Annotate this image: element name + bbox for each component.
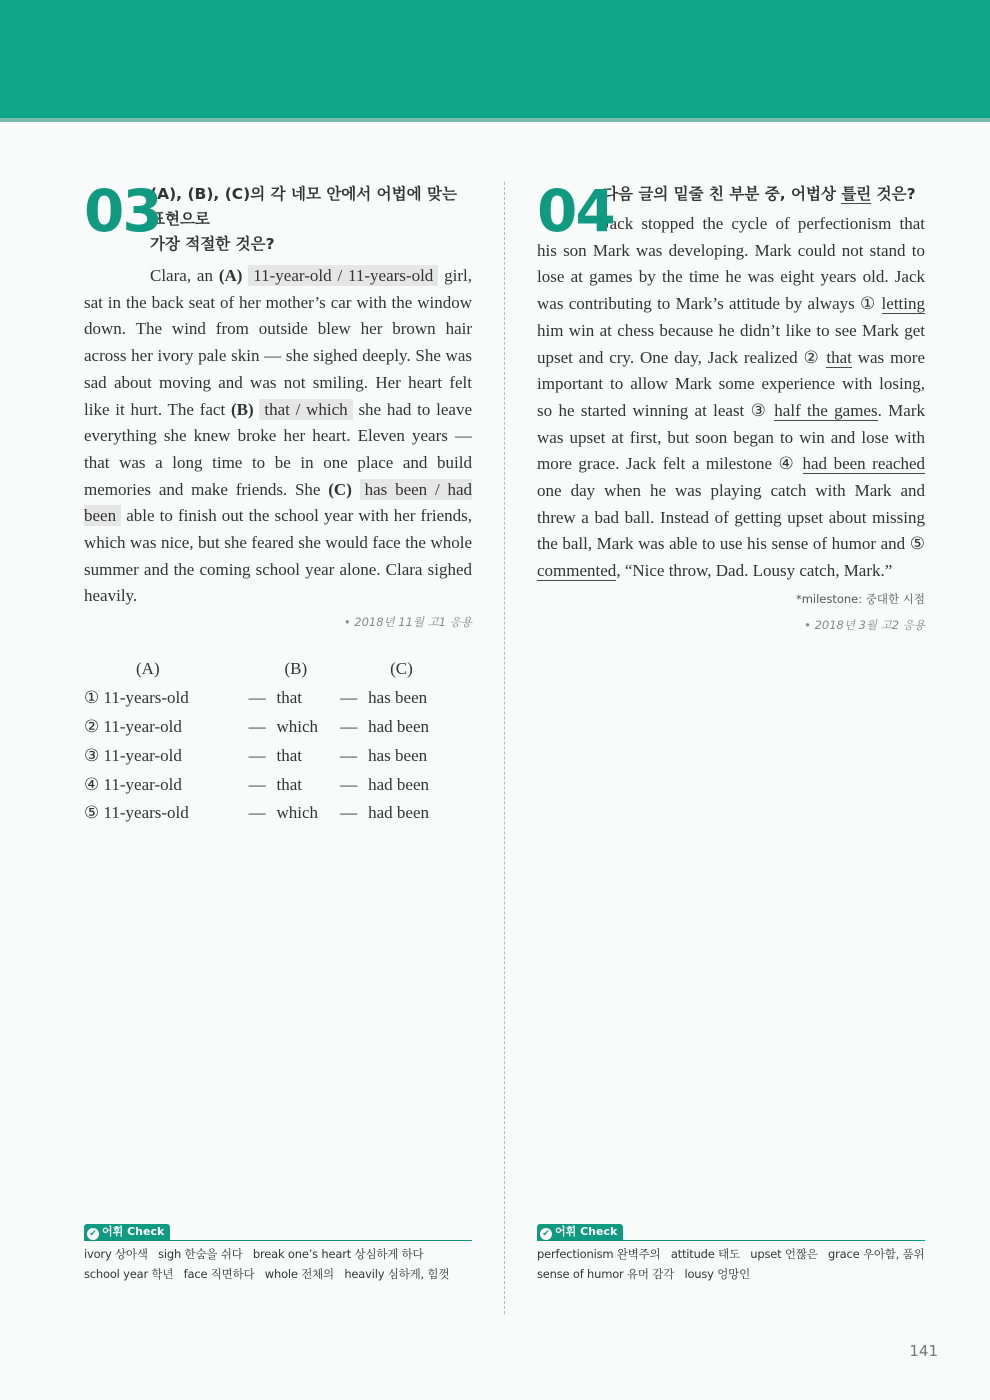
- option-number: ④: [84, 774, 100, 794]
- option-c: had been: [368, 717, 430, 737]
- dash: —: [340, 688, 358, 708]
- answer-option-4[interactable]: [84, 770, 472, 799]
- vocab-line: ivory 상아색 sigh 한숨을 쉬다 break one’s heart 상심하게 하다: [84, 1247, 424, 1261]
- check-icon: ✔: [540, 1228, 552, 1240]
- option-number: ③: [84, 745, 100, 765]
- dash: —: [248, 688, 266, 708]
- question-heading: [603, 182, 925, 207]
- heading-text: 다음 글의 밑줄 친 부분 중, 어법상: [603, 185, 842, 203]
- underlined-2[interactable]: that: [826, 347, 852, 367]
- underlined-1[interactable]: letting: [881, 294, 925, 314]
- answer-option-3[interactable]: [84, 742, 472, 771]
- heading-underlined-word: 틀린: [841, 185, 872, 203]
- option-b: which: [276, 803, 319, 823]
- question-03: [84, 177, 473, 828]
- option-a: 11-years-old: [103, 803, 189, 823]
- passage-text: girl, sat in the back seat of her mother’s car with the window down. The wind from outside blew her brown hair across her ivory pale skin — she sighed deeply. She was sad about moving and was not smiling. Her heart felt like it hurt. The fact: [84, 266, 473, 419]
- question-number: 04: [537, 177, 614, 245]
- passage-text: Clara, an: [150, 266, 219, 285]
- option-number: ⑤: [84, 803, 100, 823]
- passage: [84, 263, 472, 610]
- choice-box-a: 11-year-old / 11-years-old: [248, 265, 438, 286]
- marker-5: ⑤: [909, 534, 925, 554]
- question-number: 03: [84, 177, 161, 245]
- passage-text: was more important to allow Mark some experience with losing, so he started winning at least: [537, 347, 925, 420]
- option-c: has been: [368, 688, 428, 708]
- column-divider: [504, 182, 505, 1314]
- heading-line: (A), (B), (C)의 각 네모 안에서 어법에 맞는 표현으로: [150, 185, 457, 228]
- dash: —: [340, 803, 358, 823]
- vocab-list: [537, 1245, 925, 1284]
- passage-text: Jack stopped the cycle of perfectionism that his son Mark was developing. Mark could not stand to lose at games by the time he was eight years old. Jack was contributing to Mark’s attitude by always: [537, 214, 925, 314]
- source-note: • 2018년 3월 고2 응용: [804, 617, 925, 632]
- underlined-5[interactable]: commented: [537, 561, 617, 581]
- option-b: which: [276, 717, 319, 737]
- option-a: 11-years-old: [103, 688, 189, 708]
- option-b: that: [276, 745, 302, 765]
- choices-header: [84, 654, 472, 684]
- check-icon: ✔: [87, 1228, 99, 1240]
- choice-box-c: has been / had been: [84, 479, 472, 526]
- passage-text: one day when he was playing catch with Mark and threw a bad ball. Instead of getting upset about missing the ball, Mark was able to use his sense of humor and: [537, 481, 925, 554]
- marker-1: ①: [860, 294, 877, 314]
- choice-box-b: that / which: [259, 399, 352, 420]
- dash: —: [248, 774, 266, 794]
- vocab-tag: [84, 1224, 170, 1241]
- option-c: had been: [368, 774, 430, 794]
- passage-text: . Mark was upset at first, but soon began to win and lose with more grace. Jack felt a milestone: [537, 400, 925, 474]
- marker-4: ④: [778, 454, 796, 474]
- option-a: 11-year-old: [103, 774, 182, 794]
- vocab-tag-label: 어휘 Check: [555, 1225, 618, 1238]
- option-b: that: [276, 688, 302, 708]
- marker-2: ②: [803, 347, 821, 367]
- option-c: has been: [368, 745, 428, 765]
- passage-text: she had to leave everything she knew broke her heart. Eleven years — that was a long time to be in one place and build memories and make friends. She: [84, 399, 473, 499]
- option-a: 11-year-old: [103, 717, 182, 737]
- vocab-line: perfectionism 완벽주의 attitude 태도 upset 언짢은 grace 우아함, 품위: [537, 1247, 925, 1261]
- dash: —: [340, 717, 358, 737]
- vocab-line: sense of humor 유머 감각 lousy 엉망인: [537, 1266, 750, 1281]
- header-shadow: [0, 118, 990, 122]
- option-c: had been: [368, 803, 430, 823]
- dash: —: [248, 745, 266, 765]
- header-c: (C): [390, 659, 413, 679]
- source-note: • 2018년 11월 고1 응용: [343, 615, 472, 630]
- option-a: 11-year-old: [103, 745, 182, 765]
- header-band: [0, 0, 990, 118]
- heading-line: 가장 적절한 것은?: [150, 235, 275, 253]
- header-a: (A): [136, 659, 160, 679]
- option-b: that: [276, 774, 302, 794]
- question-heading: [150, 182, 472, 257]
- answer-option-5[interactable]: [84, 799, 472, 828]
- answer-option-2[interactable]: [84, 713, 472, 742]
- passage-text: able to finish out the school year with her friends, which was nice, but she feared she would face the whole summer and the coming school year alone. Clara sighed heavily.: [84, 506, 472, 606]
- footnote: *milestone: 중대한 시점: [795, 591, 925, 606]
- label-b: (B): [230, 399, 254, 419]
- vocab-tag-label: 어휘 Check: [102, 1225, 165, 1238]
- vocab-check-03: [84, 1222, 472, 1284]
- option-number: ①: [84, 688, 100, 708]
- answer-option-1[interactable]: [84, 684, 472, 713]
- dash: —: [248, 803, 266, 823]
- passage-text: him win at chess because he didn’t like to see Mark get upset and cry. One day, Jack realized: [537, 320, 925, 367]
- vocab-check-04: [537, 1222, 925, 1284]
- page-number: 141: [909, 1342, 938, 1360]
- underlined-3[interactable]: half the games: [774, 400, 878, 420]
- vocab-list: [84, 1245, 472, 1284]
- dash: —: [340, 774, 358, 794]
- label-a: (A): [218, 266, 243, 285]
- heading-text: 것은?: [871, 185, 916, 203]
- vocab-tag: [537, 1224, 623, 1241]
- header-b: (B): [284, 659, 308, 679]
- answer-choices: [84, 654, 472, 827]
- vocab-line: school year 학년 face 직면하다 whole 전체의 heavily 심하게, 힘껏: [84, 1266, 450, 1281]
- marker-3: ③: [750, 400, 768, 420]
- option-number: ②: [84, 717, 100, 737]
- dash: —: [248, 717, 266, 737]
- passage-text: , “Nice throw, Dad. Lousy catch, Mark.”: [616, 561, 893, 581]
- label-c: (C): [328, 479, 352, 499]
- question-04: [537, 177, 926, 633]
- underlined-4[interactable]: had been reached: [802, 454, 926, 474]
- passage: [537, 211, 925, 585]
- dash: —: [340, 745, 358, 765]
